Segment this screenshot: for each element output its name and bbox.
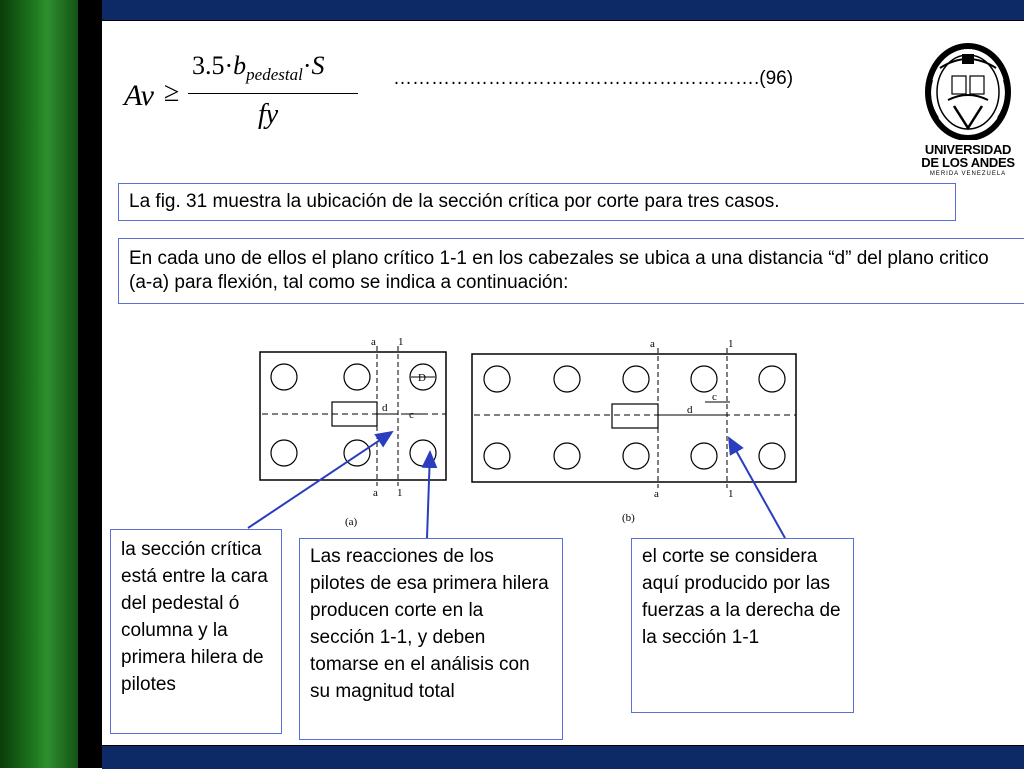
note-shear-forces: el corte se considera aquí producido por las fuerzas a la derecha de la sección 1-1 — [631, 538, 854, 713]
callout-arrow-3 — [729, 438, 785, 538]
pile-a-4 — [271, 440, 297, 466]
pile-cap-b — [472, 354, 796, 482]
note-critical-section: la sección crítica está entre la cara del pedestal ó columna y la primera hilera de pilotes — [110, 529, 282, 734]
formula-b: b — [233, 51, 247, 80]
formula-coef: 3.5 — [192, 51, 225, 80]
pile-b-8 — [623, 443, 649, 469]
intro-textbox: La fig. 31 muestra la ubicación de la sección crítica por corte para tres casos. — [118, 183, 956, 221]
pile-a-1 — [271, 364, 297, 390]
figure-a — [260, 336, 446, 528]
fig-b-c-label: c — [712, 391, 717, 403]
fig-b-section-a-top: a — [650, 338, 655, 350]
pile-b-5 — [759, 366, 785, 392]
pedestal-b — [612, 404, 658, 428]
fig-a-section-1-top: 1 — [398, 336, 404, 348]
pile-b-10 — [759, 443, 785, 469]
pile-b-1 — [484, 366, 510, 392]
formula-b-sub: pedestal — [246, 65, 303, 85]
fig-b-d-label: d — [687, 404, 693, 416]
fig-a-section-a-bottom: a — [373, 487, 378, 499]
fig-b-section-a-bottom: a — [654, 488, 659, 500]
pile-b-3 — [623, 366, 649, 392]
description-textbox: En cada uno de ellos el plano crítico 1-1 en los cabezales se ubica a una distancia “d” del plano critico (a-a) para flexión, tal como se indica a continuación: — [118, 238, 1024, 304]
formula-dot1: · — [224, 51, 234, 80]
pile-a-2 — [344, 364, 370, 390]
formula-s: S — [311, 51, 325, 80]
pile-b-2 — [554, 366, 580, 392]
pile-b-7 — [554, 443, 580, 469]
pile-b-6 — [484, 443, 510, 469]
formula-denominator: fy — [258, 99, 279, 130]
fig-a-d-label: d — [382, 402, 388, 414]
formula-geq: ≥ — [164, 77, 180, 108]
logo-city: MERIDA VENEZUELA — [929, 171, 1007, 177]
pile-a-6 — [410, 440, 436, 466]
fig-b-caption: (b) — [622, 512, 635, 524]
fig-b-section-1-bottom: 1 — [728, 488, 734, 500]
fig-b-section-1-top: 1 — [728, 338, 734, 350]
logo-name-line1: UNIVERSIDAD — [924, 142, 1012, 157]
note-pile-reactions: Las reacciones de los pilotes de esa primera hilera producen corte en la sección 1-1, y deben tomarse en el análisis con su magnitud total — [299, 538, 563, 740]
logo-name-line2: DE LOS ANDES — [921, 155, 1015, 170]
formula-dot2: · — [302, 51, 312, 80]
pile-b-4 — [691, 366, 717, 392]
equation-number: ………………………………………………….(96) — [393, 68, 794, 89]
fig-a-c-label: c — [409, 409, 414, 421]
fig-a-section-a-top: a — [371, 336, 376, 348]
fig-a-section-1-bottom: 1 — [397, 487, 403, 499]
pile-b-9 — [691, 443, 717, 469]
fig-a-D-label: D — [418, 372, 426, 384]
fig-a-caption: (a) — [345, 516, 358, 528]
formula-lhs: Av — [124, 79, 154, 112]
figure-b — [472, 338, 796, 524]
